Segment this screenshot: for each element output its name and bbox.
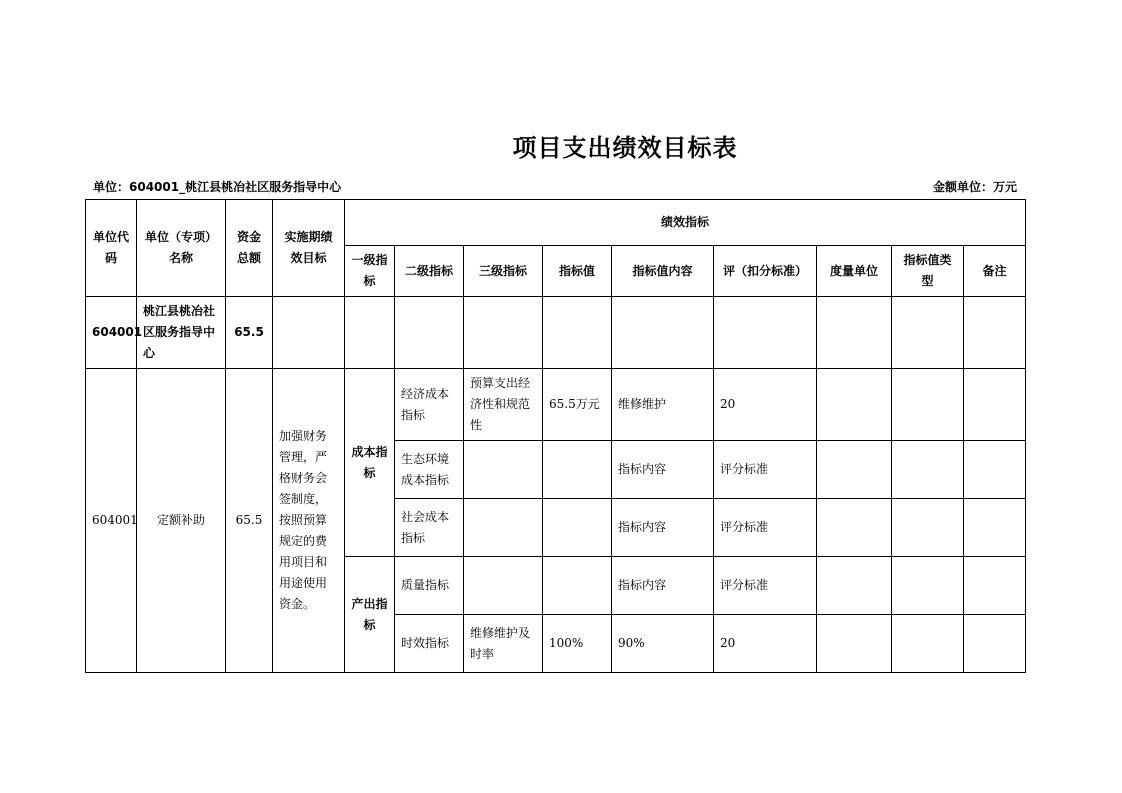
page-title: 项目支出绩效目标表 <box>512 134 738 162</box>
project-fund-total: 65.5 <box>226 369 273 673</box>
level3-cell <box>464 441 543 499</box>
level2-cell: 社会成本指标 <box>395 499 464 557</box>
value-cell: 65.5万元 <box>543 369 612 441</box>
level3-cell: 维修维护及时率 <box>464 615 543 673</box>
summary-unit-name: 桃江县桃冶社区服务指导中心 <box>137 297 226 369</box>
content-cell: 指标内容 <box>612 557 714 615</box>
header-perf-indicators: 绩效指标 <box>345 200 1026 246</box>
content-cell: 指标内容 <box>612 441 714 499</box>
unit-label: 单位：604001_桃江县桃冶社区服务指导中心 <box>93 180 342 194</box>
level1-cost: 成本指标 <box>345 369 395 557</box>
summary-fund-total: 65.5 <box>226 297 273 369</box>
header-value-type: 指标值类型 <box>892 246 964 297</box>
header-value: 指标值 <box>543 246 612 297</box>
header-measure-unit: 度量单位 <box>817 246 892 297</box>
content-cell: 指标内容 <box>612 499 714 557</box>
summary-row <box>86 297 1026 369</box>
level3-cell <box>464 499 543 557</box>
value-cell <box>543 499 612 557</box>
project-goal: 加强财务管理，严格财务会签制度，按照预算规定的费用项目和用途使用资金。 <box>273 369 345 673</box>
content-cell: 90% <box>612 615 714 673</box>
content-cell: 维修维护 <box>612 369 714 441</box>
level2-cell: 质量指标 <box>395 557 464 615</box>
header-content: 指标值内容 <box>612 246 714 297</box>
header-row-1 <box>86 200 1026 246</box>
project-unit-code: 604001 <box>86 369 137 673</box>
value-cell <box>543 557 612 615</box>
score-cell: 评分标准 <box>714 499 817 557</box>
level2-cell: 生态环境成本指标 <box>395 441 464 499</box>
header-level1: 一级指标 <box>345 246 395 297</box>
level3-cell <box>464 557 543 615</box>
value-cell: 100% <box>543 615 612 673</box>
project-name: 定额补助 <box>137 369 226 673</box>
table-row <box>86 369 1026 441</box>
value-cell <box>543 441 612 499</box>
level2-cell: 经济成本指标 <box>395 369 464 441</box>
header-period-goal: 实施期绩效目标 <box>273 200 345 297</box>
header-fund-total: 资金总额 <box>226 200 273 297</box>
performance-table <box>85 199 1026 673</box>
level1-output: 产出指标 <box>345 557 395 673</box>
amount-unit-label: 金额单位：万元 <box>932 180 1017 194</box>
score-cell: 评分标准 <box>714 441 817 499</box>
header-unit-name: 单位（专项）名称 <box>137 200 226 297</box>
header-unit-code: 单位代码 <box>86 200 137 297</box>
score-cell: 评分标准 <box>714 557 817 615</box>
header-remark: 备注 <box>964 246 1026 297</box>
summary-unit-code: 604001 <box>86 297 137 369</box>
score-cell: 20 <box>714 369 817 441</box>
header-level3: 三级指标 <box>464 246 543 297</box>
score-cell: 20 <box>714 615 817 673</box>
header-score: 评（扣分标准） <box>714 246 817 297</box>
header-level2: 二级指标 <box>395 246 464 297</box>
level3-cell: 预算支出经济性和规范性 <box>464 369 543 441</box>
level2-cell: 时效指标 <box>395 615 464 673</box>
